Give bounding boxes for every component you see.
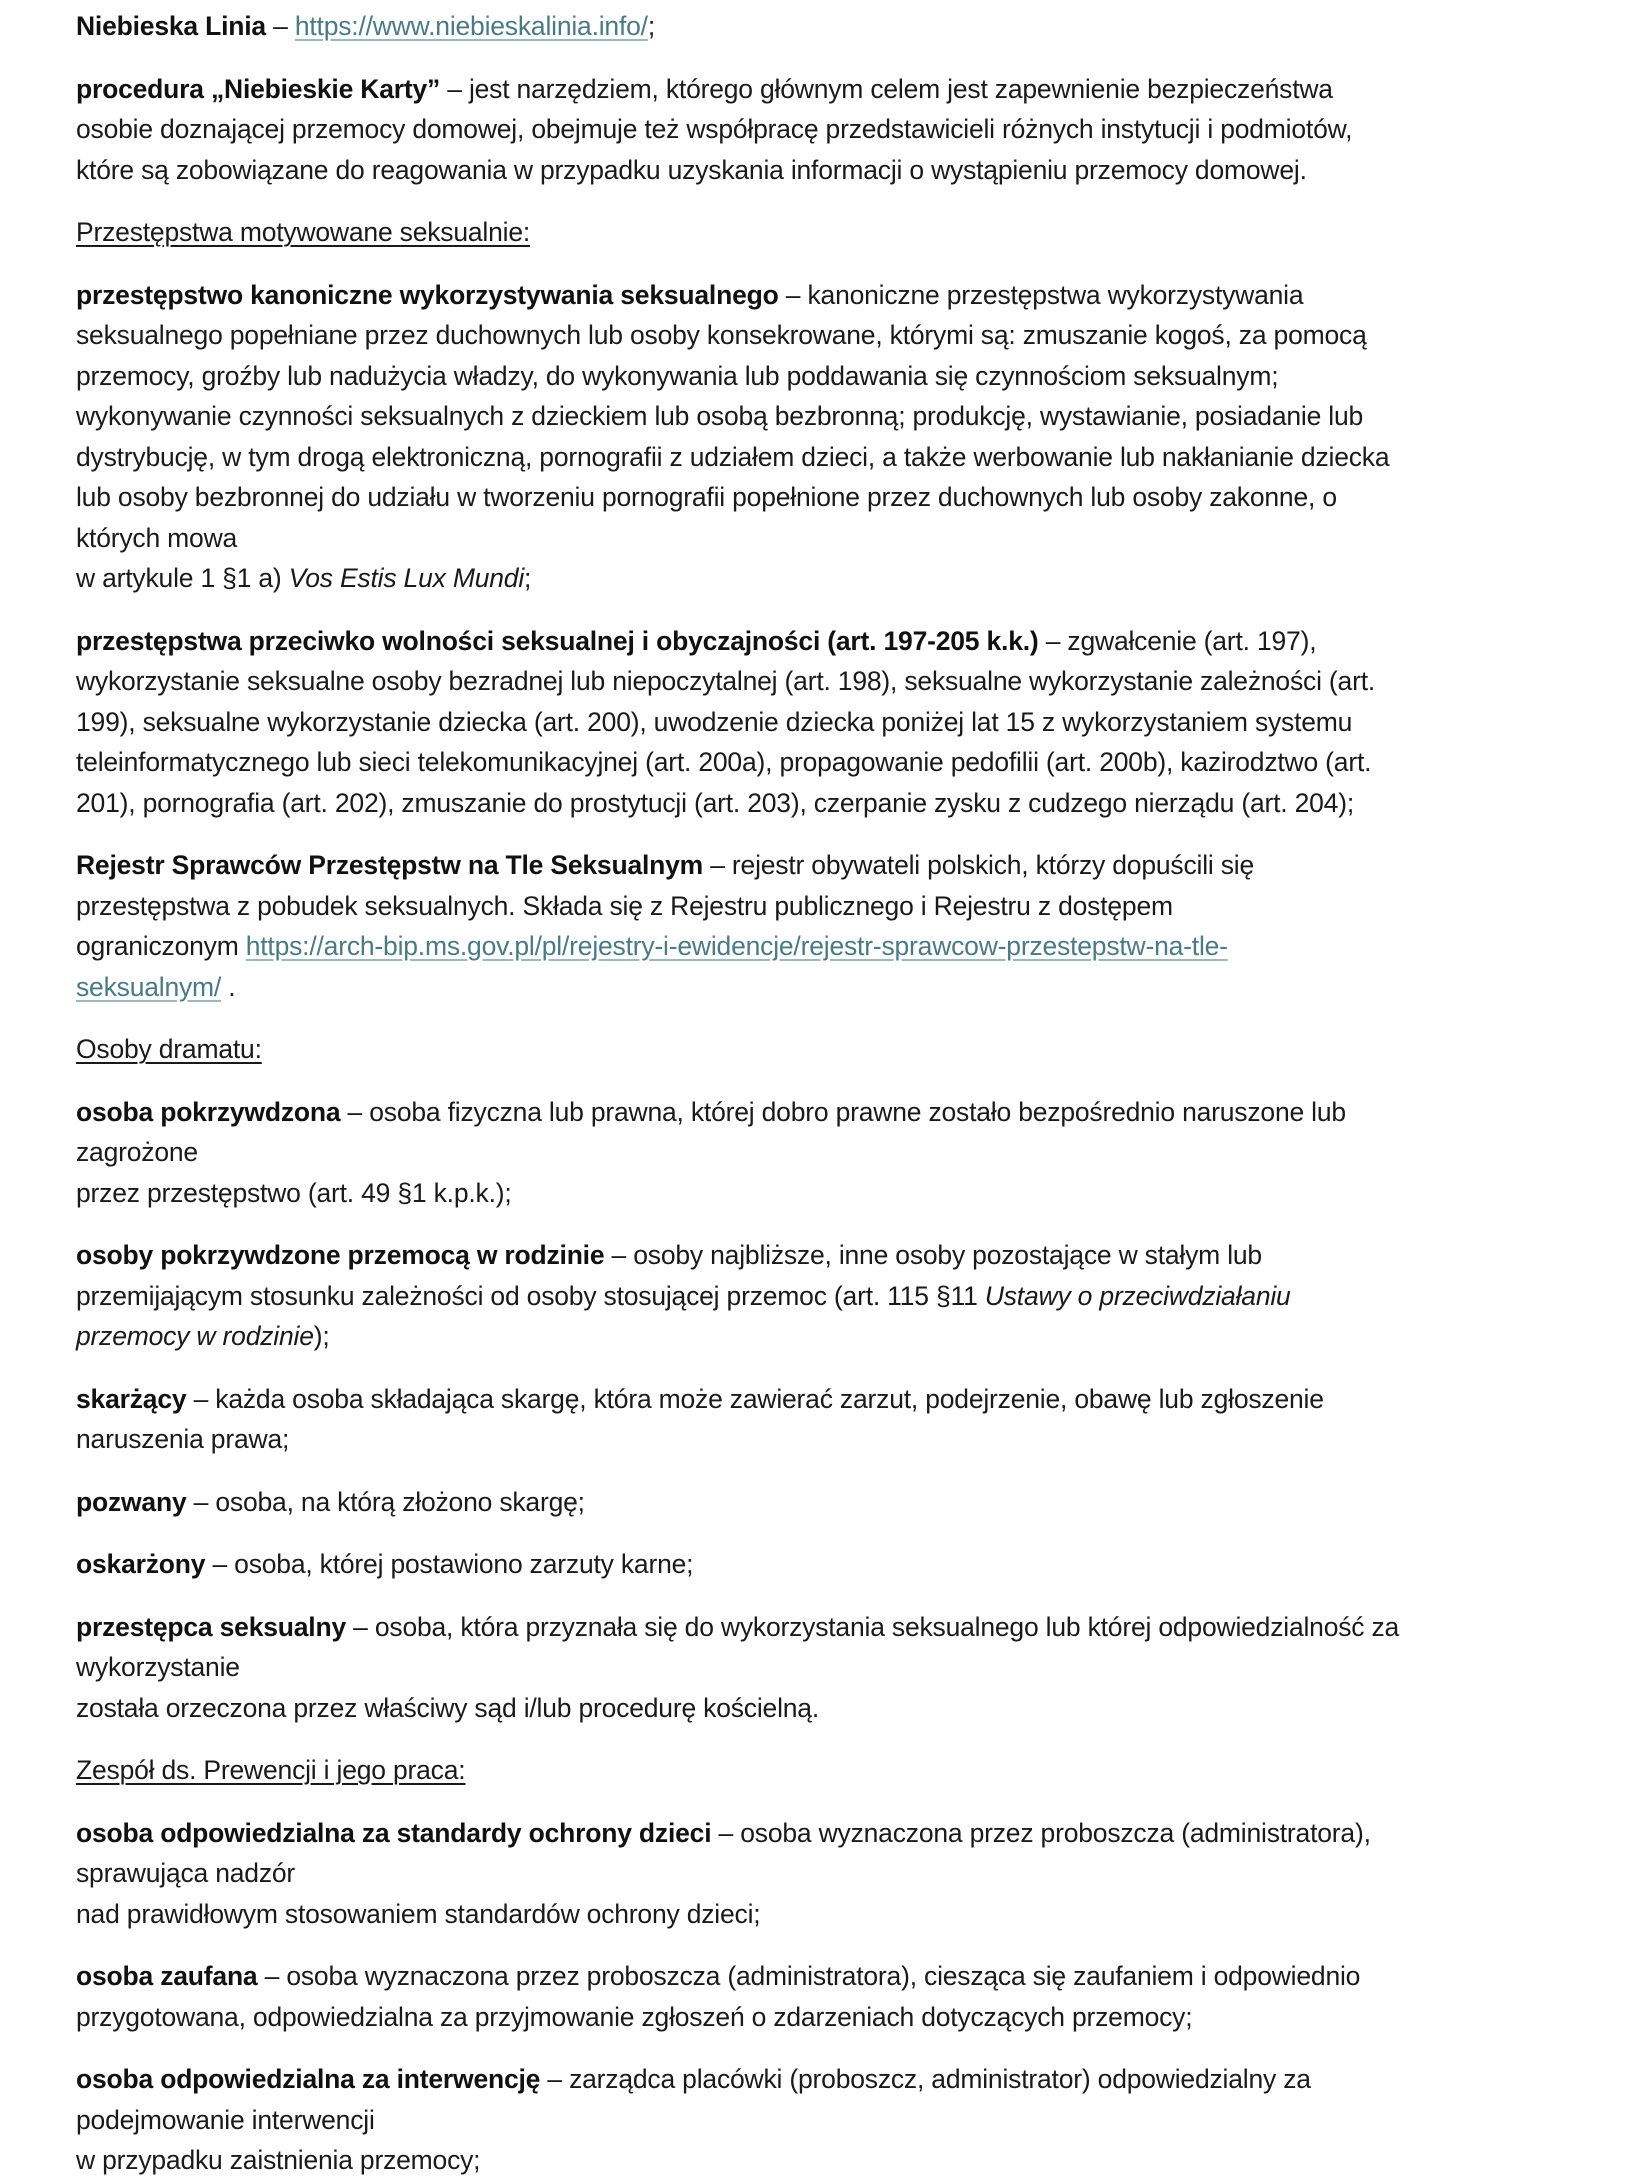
entry-osoba-standardy: osoba odpowiedzialna za standardy ochrony dzieci – osoba wyznaczona przez proboszcza (administratora), sprawująca nadzór nad prawidłowym stosowaniem standardów ochrony dzieci; [76, 1817, 1371, 1929]
rejestr-link[interactable]: https://arch-bip.ms.gov.pl/pl/rejestry-i-ewidencje/rejestr-sprawcow-przestepstw-na-tle- seksualnym/ [76, 931, 1228, 1002]
term: osoby pokrzywdzone przemocą w rodzinie [76, 1240, 605, 1270]
term: osoba zaufana [76, 1961, 258, 1991]
entry-rejestr-sprawcow: Rejestr Sprawców Przestępstw na Tle Seksualnym – rejestr obywateli polskich, którzy dopuścili się przestępstwa z pobudek seksualnych. Składa się z Rejestru publicznego i Rejestru z dostępem ograniczonym https://arch-bip.ms.gov.pl/pl/rejestry-i-ewidencje/rejestr-sprawcow-przestepstw-na-tle- seksualnym/ . [76, 850, 1255, 1002]
entry-przestepstwo-kanoniczne: przestępstwo kanoniczne wykorzystywania seksualnego – kanoniczne przestępstwa wykorzystywania seksualnego popełniane przez duchownych lub osoby konsekrowane, którymi są: zmuszanie kogoś, za pomocą przemocy, groźby lub nadużycia władzy, do wykonywania lub poddawania się czynnościom seksualnym; wykonywanie czynności seksualnych z dzieckiem lub osobą bezbronną; produkcję, wystawianie, posiadanie lub dystrybucję, w tym drogą elektroniczną, pornografii z udziałem dzieci, a także werbowanie lub nakłanianie dziecka lub osoby bezbronnej do udziału w tworzeniu pornografii popełnione przez duchownych lub osoby zakonne, o których mowa w artykule 1 §1 a) Vos Estis Lux Mundi; [76, 279, 1390, 593]
entry-osoby-pokrzywdzone-rodzina: osoby pokrzywdzone przemocą w rodzinie – osoby najbliższe, inne osoby pozostające w stałym lub przemijającym stosunku zależności od osoby stosującej przemoc (art. 115 §11 Ustawy o przeciwdziałaniu przemocy w rodzinie); [76, 1240, 1291, 1351]
term: przestępca seksualny [76, 1611, 346, 1642]
term: pozwany [76, 1486, 187, 1517]
section-heading-osoby-dramatu: Osoby dramatu: [76, 1034, 262, 1064]
term: przestępstwo kanoniczne wykorzystywania seksualnego [76, 279, 779, 310]
term: Niebieska Linia [76, 11, 266, 41]
entry-skarzacy: skarżący – każda osoba składająca skargę, która może zawierać zarzut, podejrzenie, obawę lub zgłoszenie naruszenia prawa; [76, 1383, 1324, 1454]
term: przestępstwa przeciwko wolności seksualnej i obyczajności (art. 197-205 k.k.) [76, 625, 1039, 656]
term: Rejestr Sprawców Przestępstw na Tle Seksualnym [76, 850, 704, 880]
entry-osoba-zaufana: osoba zaufana – osoba wyznaczona przez proboszcza (administratora), ciesząca się zaufaniem i odpowiednio przygotowana, odpowiedzialna za przyjmowanie zgłoszeń o zdarzeniach dotyczących przemocy; [76, 1961, 1361, 2032]
term: osoba odpowiedzialna za interwencję [76, 2064, 541, 2094]
term: skarżący [76, 1383, 187, 1414]
section-heading-przestepstwa: Przestępstwa motywowane seksualnie: [76, 217, 531, 247]
term: oskarżony [76, 1549, 206, 1579]
entry-pozwany: pozwany – osoba, na którą złożono skargę; [76, 1486, 585, 1517]
document-title-italic: Vos Estis Lux Mundi [288, 563, 525, 593]
niebieska-linia-link[interactable]: https://www.niebieskalinia.info/ [294, 11, 648, 41]
section-heading-zespol-prewencji: Zespół ds. Prewencji i jego praca: [76, 1755, 466, 1785]
entry-osoba-pokrzywdzona: osoba pokrzywdzona – osoba fizyczna lub prawna, której dobro prawne zostało bezpośrednio naruszone lub zagrożone przez przestępstwo (art. 49 §1 k.p.k.); [76, 1096, 1346, 1208]
entry-osoba-interwencja: osoba odpowiedzialna za interwencję – zarządca placówki (proboszcz, administrator) odpowiedzialny za podejmowanie interwencji w przypadku zaistnienia przemocy; [76, 2064, 1311, 2175]
term: procedura „Niebieskie Karty” [76, 73, 441, 104]
entry-przestepca-seksualny: przestępca seksualny – osoba, która przyznała się do wykorzystania seksualnego lub której odpowiedzialność za wykorzystanie została orzeczona przez właściwy sąd i/lub procedurę kościelną. [76, 1611, 1400, 1723]
entry-przestepstwa-kk: przestępstwa przeciwko wolności seksualnej i obyczajności (art. 197-205 k.k.) – zgwałcenie (art. 197), wykorzystanie seksualne osoby bezradnej lub niepoczytalnej (art. 198), seksualne wykorzystanie zależności (art. 199), seksualne wykorzystanie dziecka (art. 200), uwodzenie dziecka poniżej lat 15 z wykorzystaniem systemu teleinformatycznego lub sieci telekomunikacyjnej (art. 200a), propagowanie pedofilii (art. 200b), kazirodztwo (art. 201), pornografia (art. 202), zmuszanie do prostytucji (art. 203), czerpanie zysku z cudzego nierządu (art. 204); [76, 625, 1376, 818]
entry-niebieska-linia: Niebieska Linia – https://www.niebieskalinia.info/; [76, 11, 656, 41]
entry-oskarzony: oskarżony – osoba, której postawiono zarzuty karne; [76, 1549, 694, 1579]
term: osoba odpowiedzialna za standardy ochrony dzieci [76, 1817, 712, 1848]
entry-niebieskie-karty: procedura „Niebieskie Karty” – jest narzędziem, którego głównym celem jest zapewnienie bezpieczeństwa osobie doznającej przemocy domowej, obejmuje też współpracę przedstawicieli różnych instytucji i podmiotów, które są zobowiązane do reagowania w przypadku uzyskania informacji o wystąpieniu przemocy domowej. [76, 73, 1353, 185]
term: osoba pokrzywdzona [76, 1096, 341, 1127]
